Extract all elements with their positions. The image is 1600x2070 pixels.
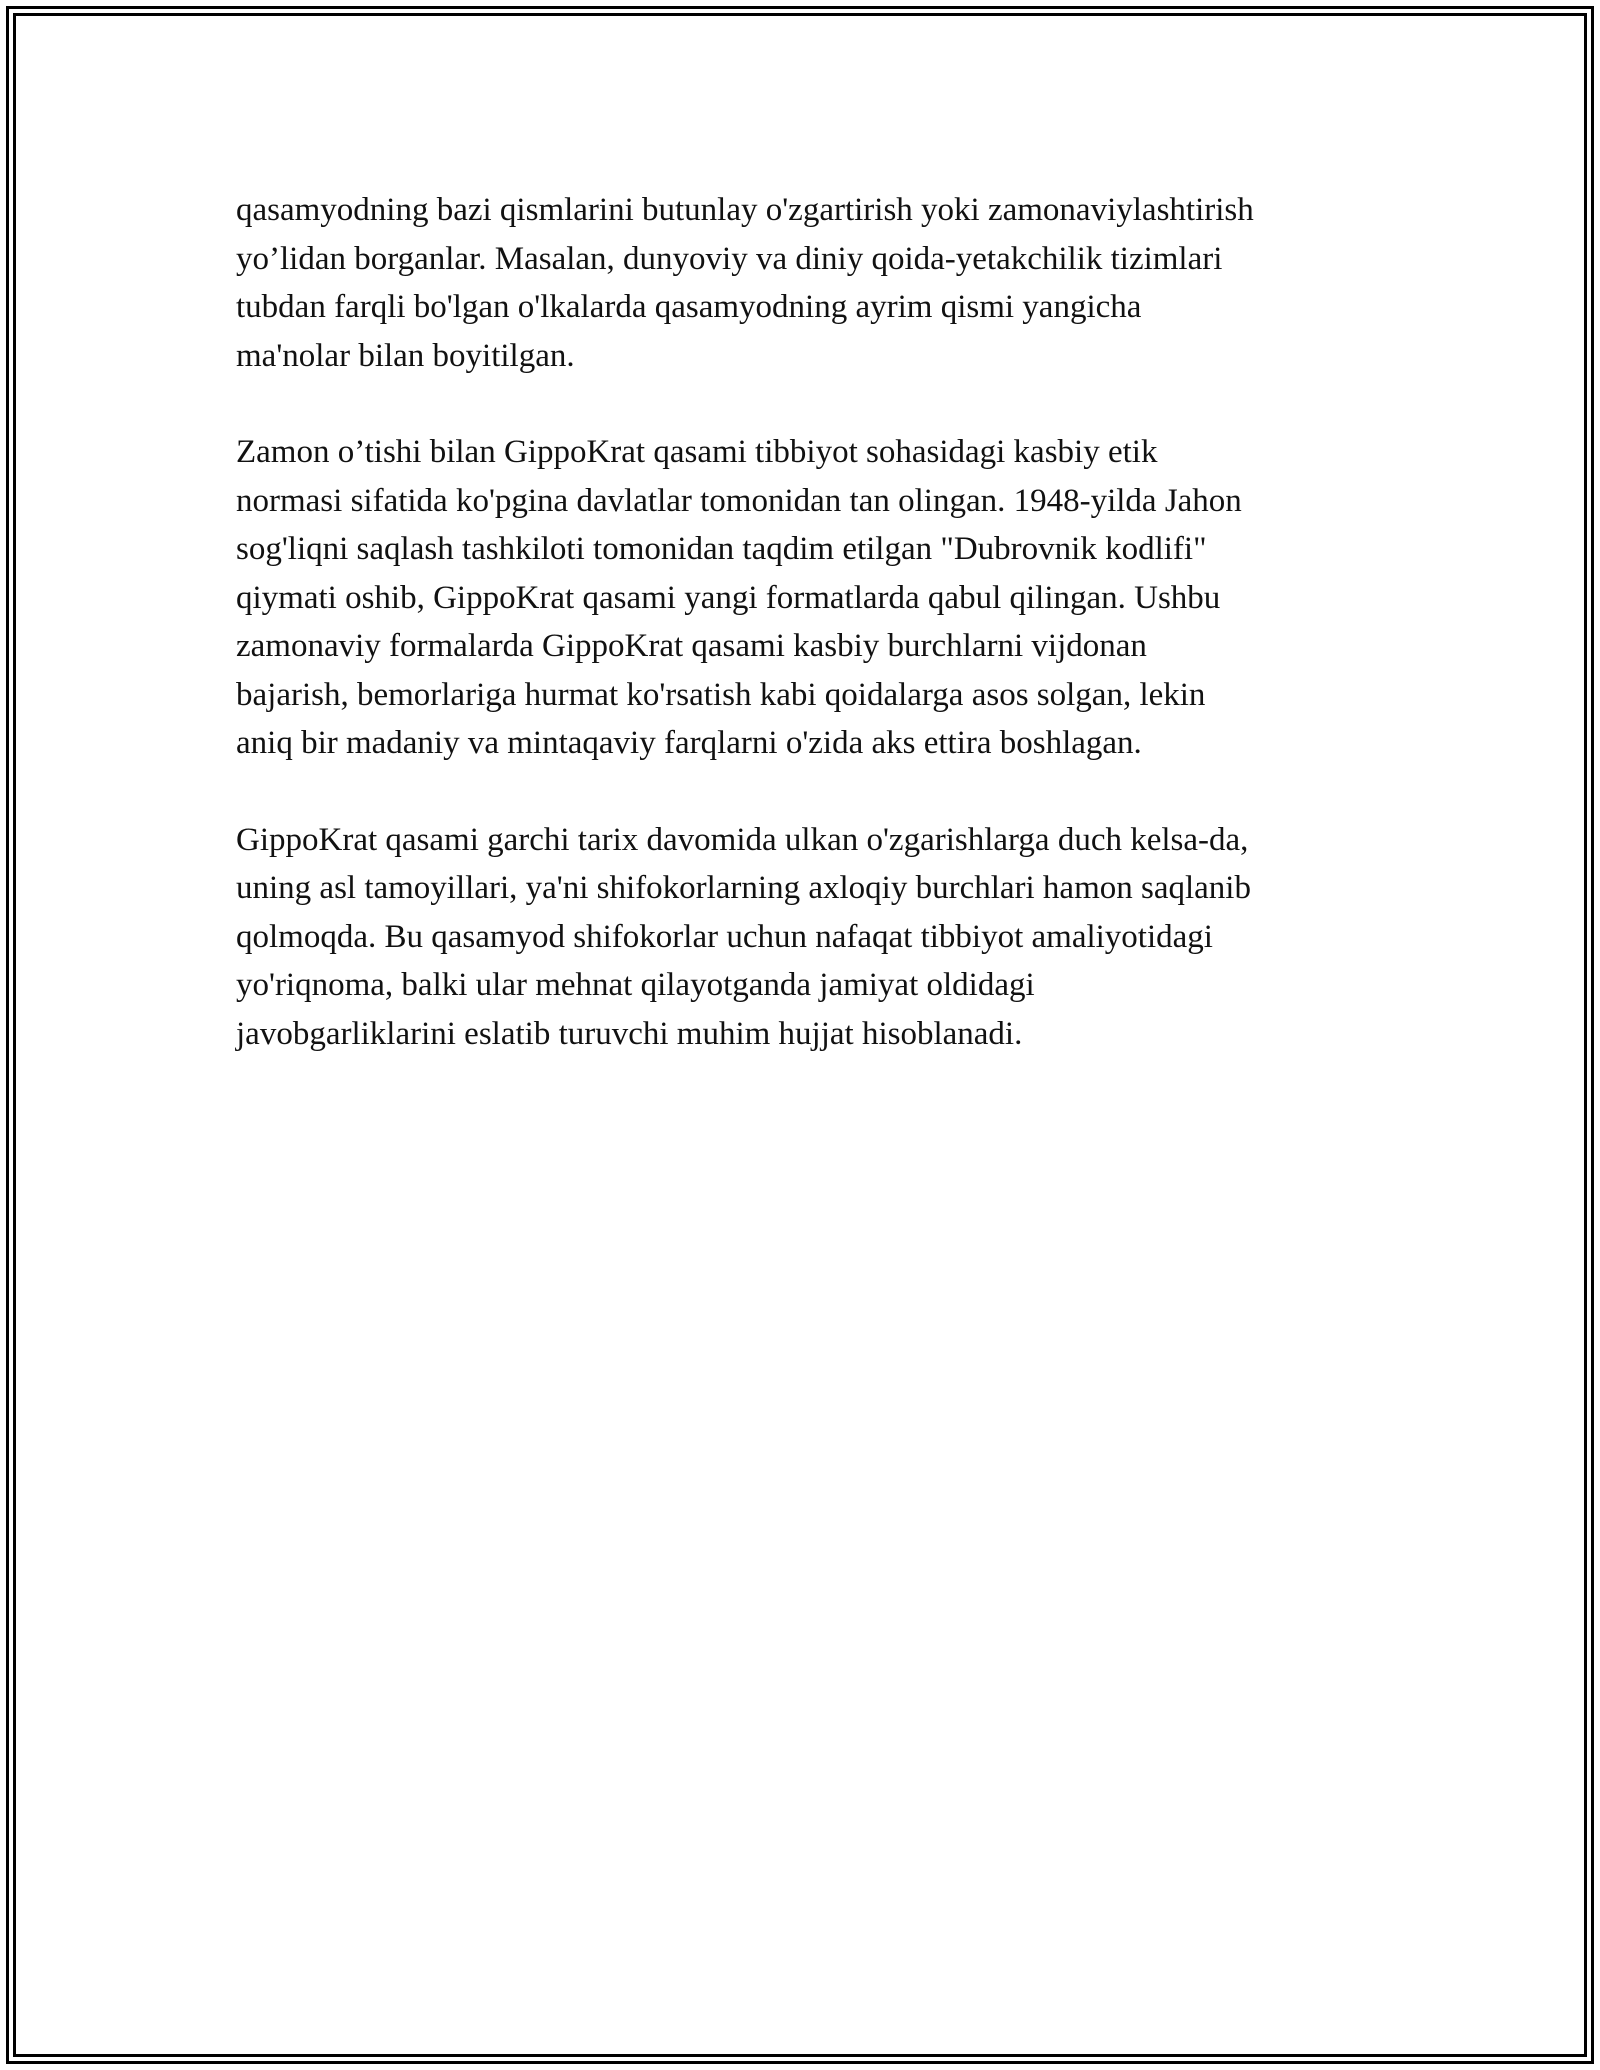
- paragraph-line: aniq bir madaniy va mintaqaviy farqlarni o'zida aks ettira boshlagan.: [236, 725, 1142, 761]
- paragraph-line: tubdan farqli bo'lgan o'lkalarda qasamyodning ayrim qismi yangicha: [236, 289, 1142, 325]
- paragraph-line: Zamon o’tishi bilan GippoKrat qasami tibbiyot sohasidagi kasbiy etik: [236, 434, 1158, 470]
- paragraph-2: [236, 428, 1376, 768]
- paragraph-3: [236, 816, 1376, 1059]
- paragraph-line: normasi sifatida ko'pgina davlatlar tomonidan tan olingan. 1948-yilda Jahon: [236, 482, 1242, 519]
- paragraph-line: qasamyodning bazi qismlarini butunlay o'zgartirish yoki zamonaviylashtirish: [236, 192, 1254, 228]
- paragraph-line: yo'riqnoma, balki ular mehnat qilayotganda jamiyat oldidagi: [236, 967, 1035, 1003]
- paragraph-line: zamonaviy formalarda GippoKrat qasami kasbiy burchlarni vijdonan: [236, 628, 1147, 664]
- paragraph-line: ma'nolar bilan boyitilgan.: [236, 337, 575, 374]
- paragraph-line: javobgarliklarini eslatib turuvchi muhim hujjat hisoblanadi.: [236, 1015, 1023, 1052]
- paragraph-line: qolmoqda. Bu qasamyod shifokorlar uchun nafaqat tibbiyot amaliyotidagi: [236, 918, 1213, 955]
- paragraph-line: uning asl tamoyillari, ya'ni shifokorlarning axloqiy burchlari hamon saqlanib: [236, 870, 1251, 906]
- document-body: [236, 186, 1376, 1106]
- paragraph-1: [236, 186, 1376, 380]
- paragraph-line: yo’lidan borganlar. Masalan, dunyoviy va diniy qoida-yetakchilik tizimlari: [236, 240, 1223, 277]
- paragraph-line: qiymati oshib, GippoKrat qasami yangi formatlarda qabul qilingan. Ushbu: [236, 579, 1221, 616]
- paragraph-line: bajarish, bemorlariga hurmat ko'rsatish kabi qoidalarga asos solgan, lekin: [236, 676, 1206, 713]
- paragraph-line: sog'liqni saqlash tashkiloti tomonidan taqdim etilgan "Dubrovnik kodlifi": [236, 531, 1207, 567]
- paragraph-line: GippoKrat qasami garchi tarix davomida ulkan o'zgarishlarga duch kelsa-da,: [236, 821, 1249, 858]
